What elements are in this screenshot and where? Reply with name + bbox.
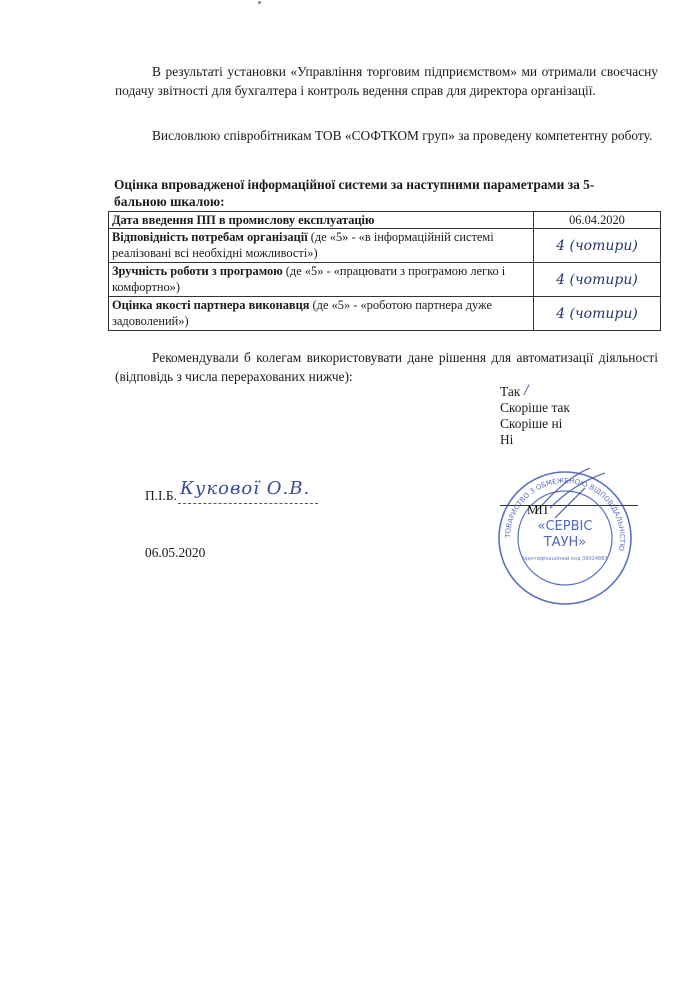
pib-underline (178, 503, 318, 504)
evaluation-heading: Оцінка впровадженої інформаційної системи за наступними параметрами за 5-бальною шкалою: (114, 177, 595, 209)
scan-speck (258, 1, 261, 4)
mp-label: МП (527, 502, 548, 517)
company-stamp (495, 468, 635, 608)
row-label: Зручність роботи з програмою (де «5» - «працювати з програмою легко і комфортно») (109, 263, 534, 297)
row-label: Дата введення ПП в промислову експлуатацію (109, 212, 534, 229)
stamp-name-line2: ТАУН» (543, 535, 587, 550)
row-value-handwritten: 4 (чотири) (534, 297, 661, 331)
row-label: Відповідність потребам організації (де «5» - «в інформаційній системі реалізовані всі необхідні можливості») (109, 229, 534, 263)
row-value-handwritten: 4 (чотири) (534, 263, 661, 297)
evaluation-table (108, 211, 661, 331)
document-date: 06.05.2020 (145, 545, 206, 560)
table-row (109, 297, 661, 331)
pib-signature: Кукової О.В. (180, 478, 311, 499)
stamp-outer-text: ТОВАРИСТВО З ОБМЕЖЕНОЮ ВІДПОВІДАЛЬНІСТЮ (503, 476, 627, 552)
paragraph-recommend: Рекомендували б колегам використовувати дане рішення для автоматизації діяльності (відповідь з числа перерахованих нижче): (115, 350, 658, 384)
row-label: Оцінка якості партнера виконавця (де «5» - «роботою партнера дуже задоволений») (109, 297, 534, 331)
table-row (109, 263, 661, 297)
answer-options (500, 384, 570, 448)
table-row (109, 229, 661, 263)
answer-yes: Так (500, 384, 521, 399)
paragraph-thanks: Висловлюю співробітникам ТОВ «СОФТКОМ груп» за проведену компетентну роботу. (152, 128, 653, 143)
answer-rather-yes: Скоріше так (500, 400, 570, 415)
row-value-handwritten: 4 (чотири) (534, 229, 661, 263)
answer-no: Ні (500, 432, 514, 447)
stamp-code-text: Ідентифікаційний код 39024883 (522, 556, 608, 562)
paragraph-intro: В результаті установки «Управління торговим підприємством» ми отримали своєчасну подачу звітності для бухгалтера і контроль ведення справ для директора організації. (115, 64, 658, 98)
answer-rather-no: Скоріше ні (500, 416, 563, 431)
tick-mark: / (524, 382, 529, 399)
stamp-name-line1: «СЕРВІС (537, 519, 593, 534)
row-value: 06.04.2020 (534, 212, 661, 229)
pib-label: П.І.Б. (145, 488, 177, 503)
table-row (109, 212, 661, 229)
